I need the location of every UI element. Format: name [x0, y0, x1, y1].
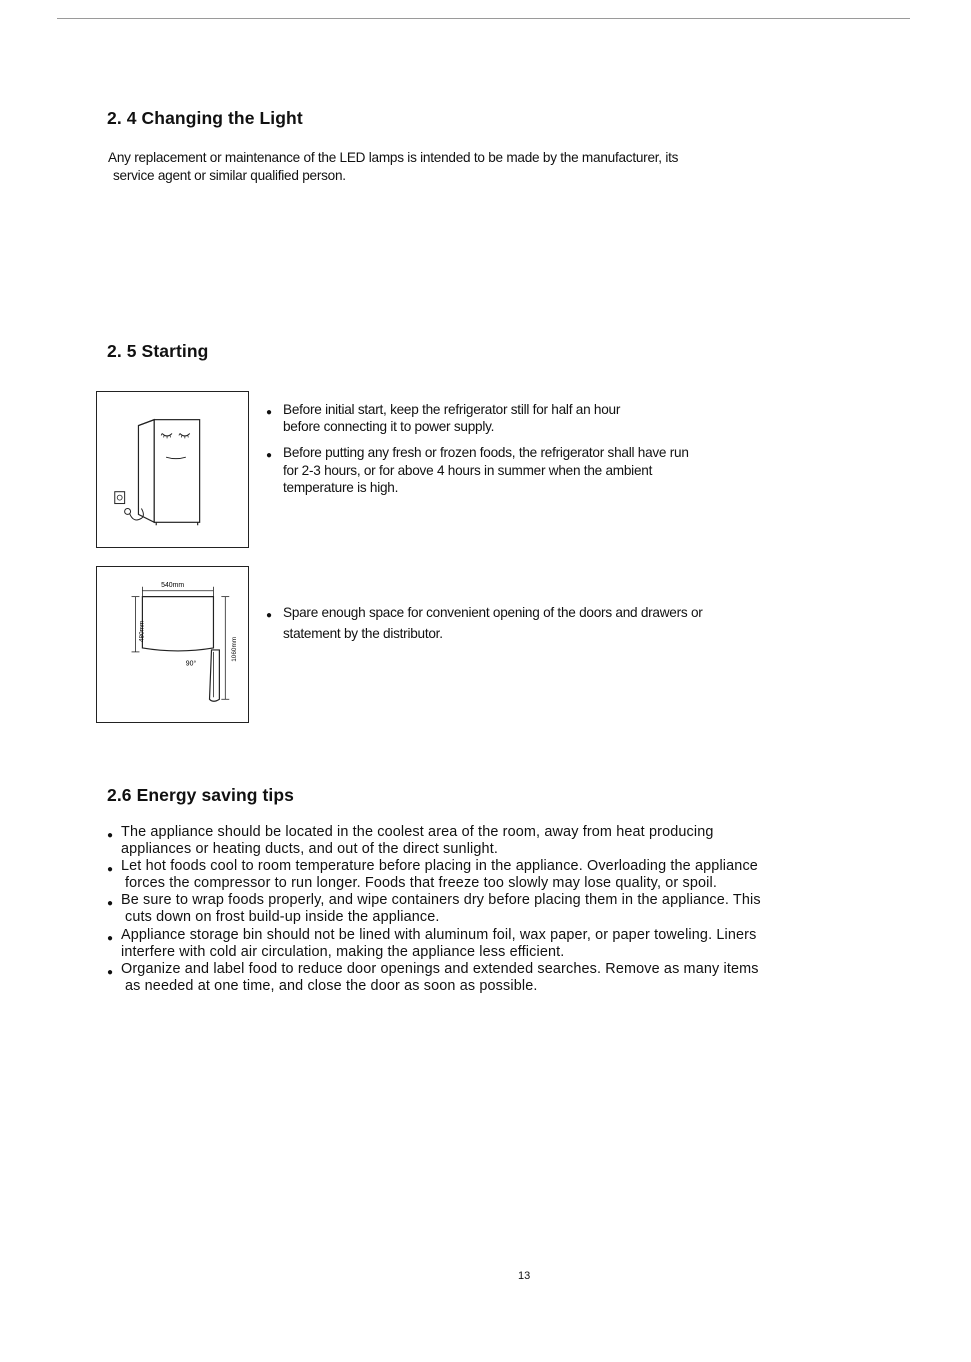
energy-tip-3-line-2: cuts down on frost build-up inside the appliance. — [125, 909, 440, 926]
clearance-dimension-diagram — [96, 566, 249, 723]
energy-tip-5-line-1: Organize and label food to reduce door openings and extended searches. Remove as many items — [121, 960, 759, 977]
energy-tip-1-line-1: The appliance should be located in the coolest area of the room, away from heat producing — [121, 824, 714, 840]
starting-bullet-1-line-2: before connecting it to power supply. — [283, 419, 495, 435]
starting-bullet-2-line-3: temperature is high. — [283, 479, 399, 495]
clearance-bullets — [264, 602, 703, 644]
light-paragraph-line-1: Any replacement or maintenance of the LED lamps is intended to be made by the manufacturer, its — [108, 150, 679, 165]
energy-tip-5 — [106, 961, 856, 995]
energy-tip-4-line-1: Appliance storage bin should not be lined with aluminum foil, wax paper, or paper toweling. Liners — [121, 926, 757, 943]
clearance-bullet-line-2: statement by the distributor. — [283, 626, 443, 641]
bullet-dot-icon: ● — [107, 864, 114, 876]
starting-bullet-2 — [264, 444, 689, 496]
refrigerator-plug-illustration — [96, 391, 249, 548]
starting-bullet-1 — [264, 401, 689, 435]
energy-tip-3 — [106, 892, 856, 926]
bullet-dot-icon: ● — [107, 898, 114, 910]
starting-bullet-2-line-1: Before putting any fresh or frozen foods, the refrigerator shall have run — [283, 445, 689, 461]
height-label: 1060mm — [231, 636, 239, 662]
energy-tip-4 — [106, 927, 856, 961]
energy-tip-2 — [106, 858, 856, 892]
energy-tips-list — [106, 824, 856, 995]
bullet-dot-icon: ● — [266, 610, 272, 621]
bullet-dot-icon: ● — [107, 830, 114, 841]
light-paragraph-line-2: service agent or similar qualified person. — [113, 167, 346, 183]
energy-tip-4-line-2: interfere with cold air circulation, making the appliance less efficient. — [121, 943, 565, 960]
bullet-dot-icon: ● — [266, 450, 272, 462]
energy-tip-1-line-2: appliances or heating ducts, and out of the direct sunlight. — [121, 841, 499, 858]
page-number: 13 — [518, 1270, 531, 1282]
starting-bullets — [264, 401, 689, 496]
bullet-dot-icon: ● — [107, 932, 114, 944]
clearance-bullet-line-1: Spare enough space for convenient opening of the doors and drawers or — [283, 605, 703, 620]
angle-label: 90° — [185, 660, 197, 668]
energy-tip-5-line-2: as needed at one time, and close the door as soon as possible. — [125, 977, 538, 994]
refrigerator-plug-svg — [97, 392, 248, 547]
heading-energy-saving: 2.6 Energy saving tips — [107, 785, 294, 805]
light-paragraph — [108, 149, 678, 184]
starting-bullet-1-line-1: Before initial start, keep the refrigerator still for half an hour — [283, 402, 621, 417]
energy-tip-3-line-1: Be sure to wrap foods properly, and wipe containers dry before placing them in the appliance. This — [121, 892, 761, 909]
header-rule — [57, 18, 910, 19]
heading-starting: 2. 5 Starting — [107, 341, 209, 361]
width-label: 540mm — [161, 581, 185, 589]
clearance-dimension-svg — [97, 567, 248, 722]
heading-changing-light: 2. 4 Changing the Light — [107, 108, 303, 128]
energy-tip-1 — [106, 824, 856, 858]
bullet-dot-icon: ● — [107, 966, 114, 978]
energy-tip-2-line-1: Let hot foods cool to room temperature before placing in the appliance. Overloading the appliance — [121, 858, 758, 875]
depth-label: 480mm — [138, 620, 146, 643]
bullet-dot-icon: ● — [266, 407, 272, 418]
starting-bullet-2-line-2: for 2-3 hours, or for above 4 hours in summer when the ambient — [283, 462, 653, 478]
energy-tip-2-line-2: forces the compressor to run longer. Foods that freeze too slowly may lose quality, or spoil. — [125, 875, 717, 892]
clearance-bullet — [264, 602, 703, 644]
